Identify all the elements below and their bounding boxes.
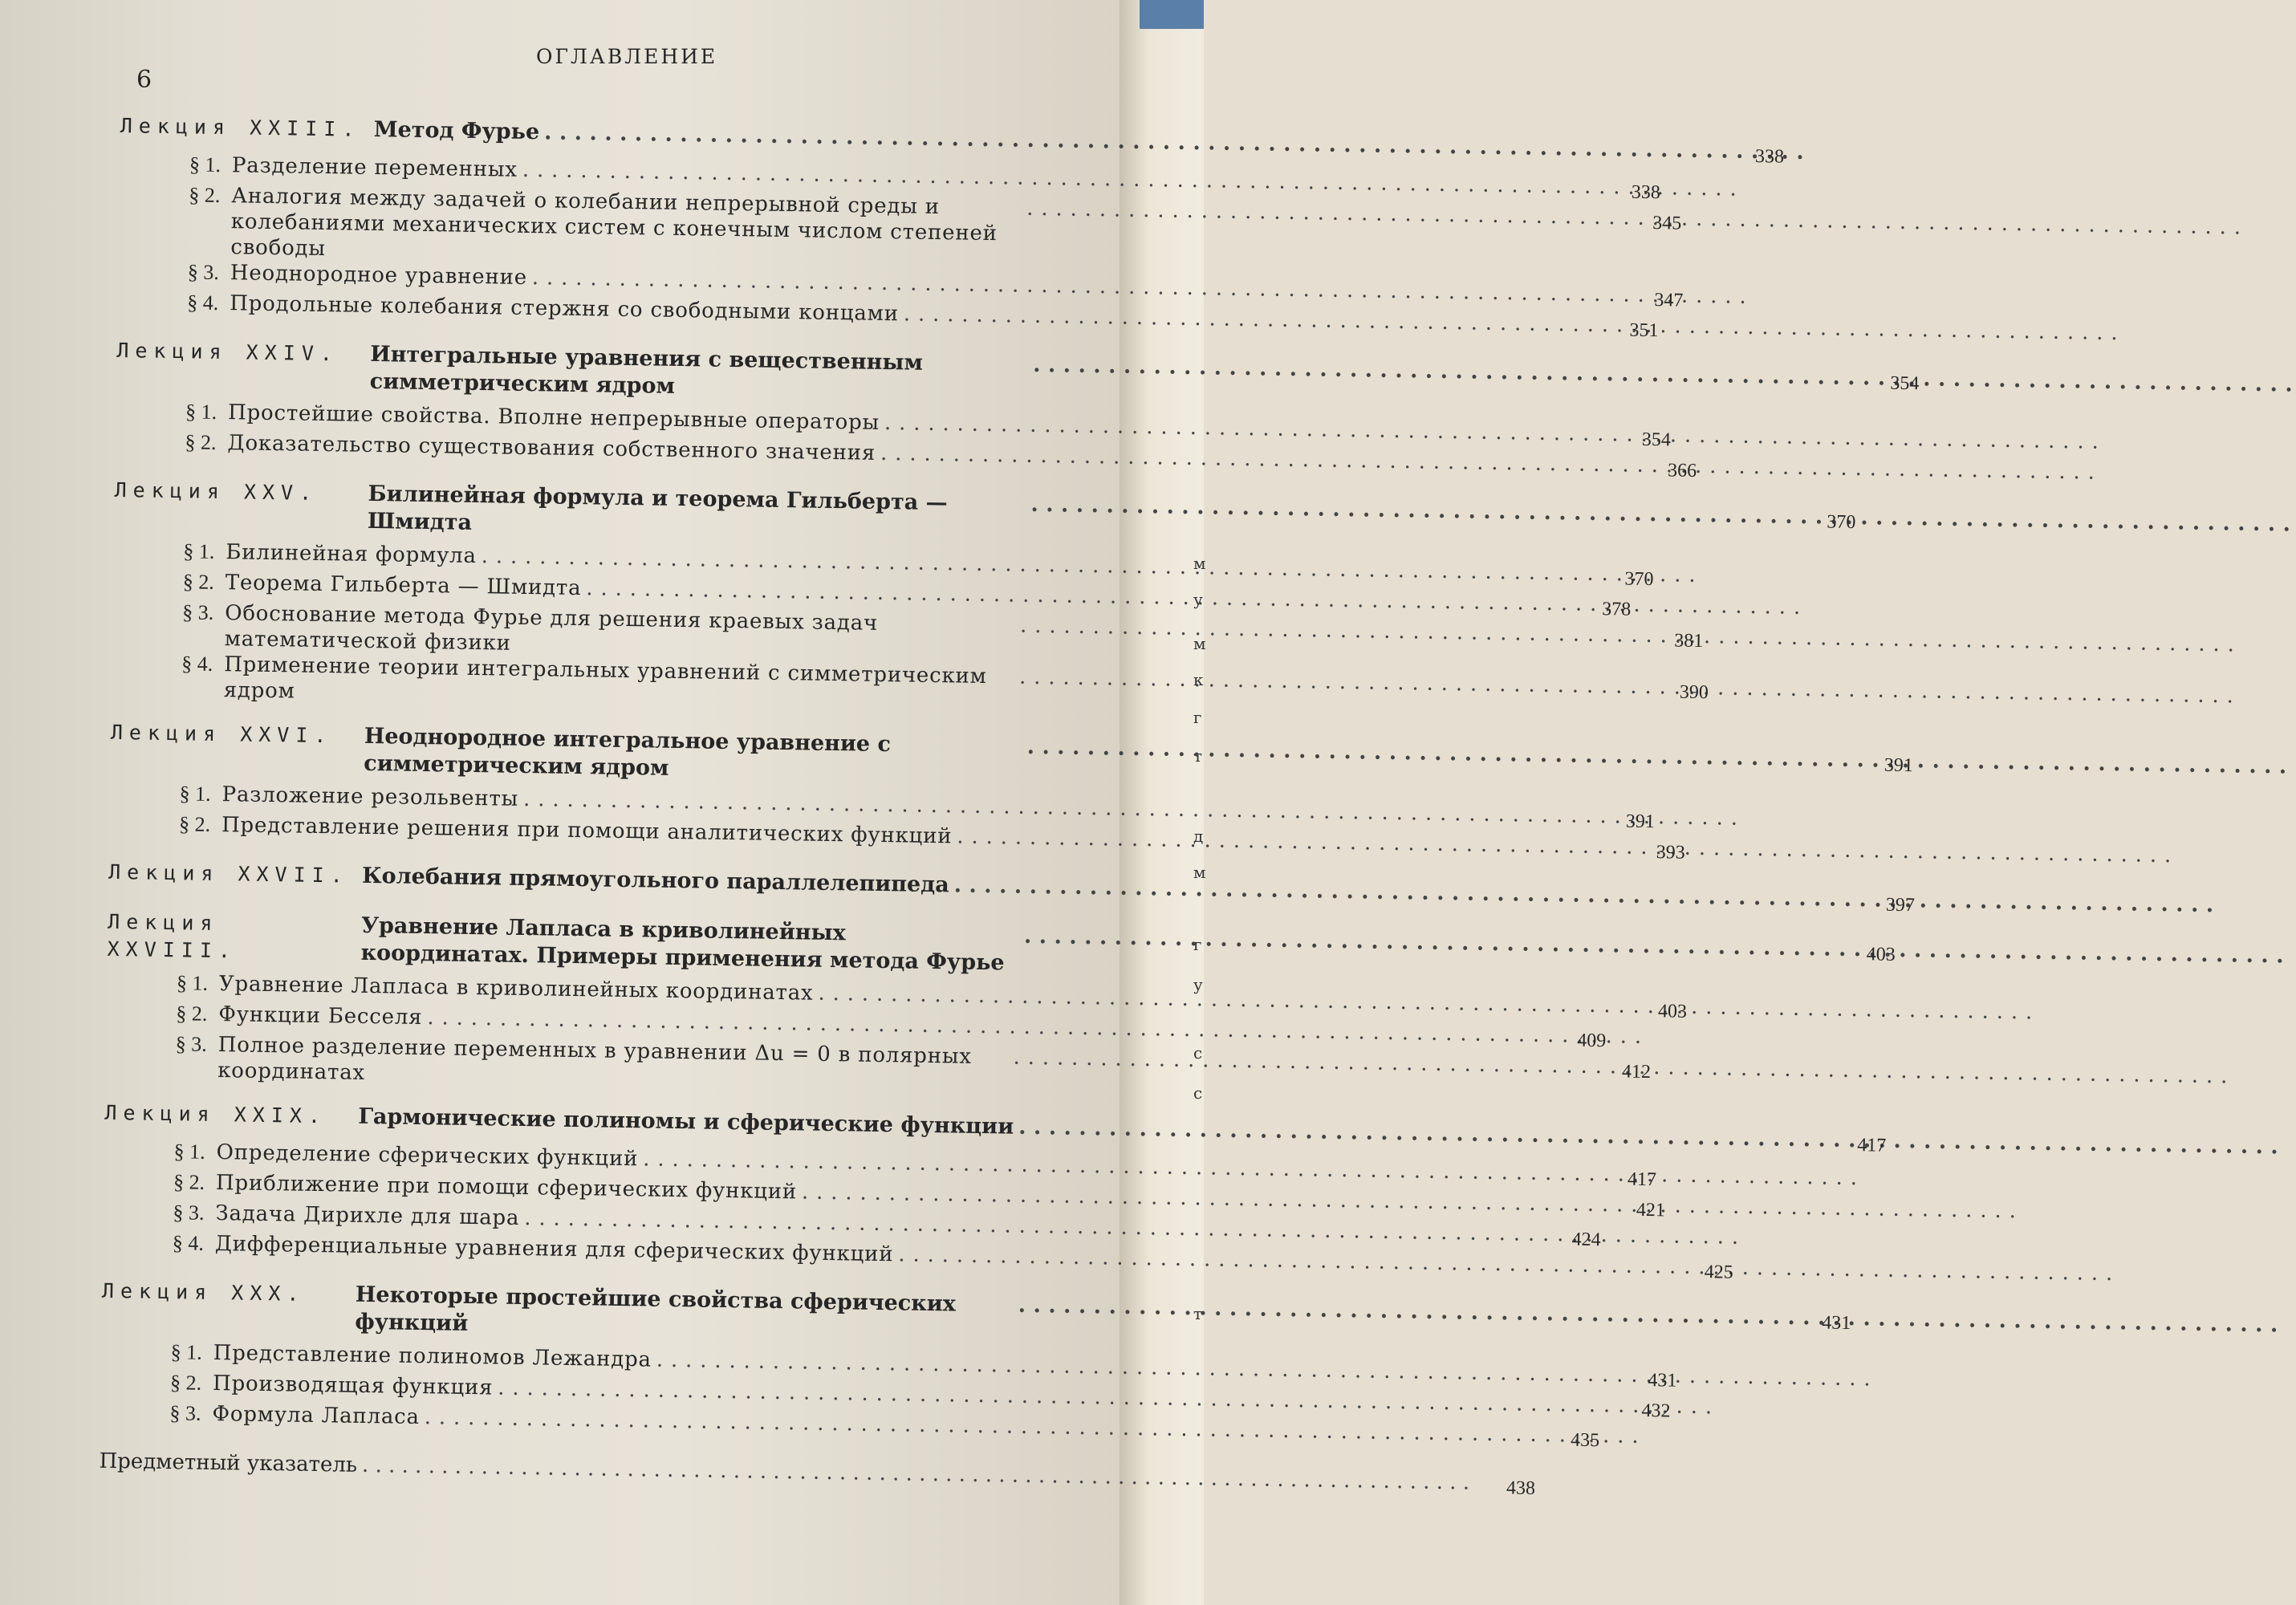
lecture-page-number: 417 (1857, 1135, 1887, 1156)
section-mark: § 2. (182, 570, 215, 594)
lecture-label: Лекция XXX. (101, 1278, 306, 1306)
section-mark: § 2. (176, 1002, 208, 1026)
section-mark: § 4. (187, 291, 219, 315)
section-list (105, 969, 1688, 1097)
section-list (117, 151, 1684, 342)
toc-lecture-row (101, 1278, 1851, 1347)
lecture-label: Лекция XXVI. (110, 720, 333, 748)
section-page-number: 424 (1571, 1229, 1601, 1251)
section-page-number: 354 (1641, 429, 1672, 451)
section-page-number: 381 (1673, 630, 1704, 652)
edge-letter: с (1193, 1043, 1203, 1063)
toc-lecture (103, 1099, 1887, 1283)
lecture-label: Лекция XXIV. (116, 338, 339, 366)
section-title-text: Задача Дирихле для шара (215, 1201, 520, 1230)
index-page-number: 438 (1506, 1477, 1536, 1499)
lecture-title-text: Интегральные уравнения с вещественным симметрическим ядром (369, 341, 924, 399)
toc-lecture (115, 337, 1920, 482)
section-mark: § 3. (175, 1032, 207, 1056)
section-mark: § 1. (183, 539, 215, 563)
edge-letter: т (1193, 1304, 1203, 1323)
lecture-title-text: Билинейная формула и теорема Гильберта — Шмидта (367, 481, 948, 535)
section-mark: § 1. (185, 400, 217, 424)
edge-letter: г (1193, 935, 1202, 954)
section-title-text: Полное разделение переменных в уравнении Δu = 0 в полярных координатах (217, 1033, 973, 1085)
section-page-number: 347 (1654, 290, 1684, 311)
section-page-number: 432 (1641, 1400, 1671, 1422)
section-page-number: 391 (1625, 811, 1656, 833)
lecture-title-text: Уравнение Лапласа в криволинейных координатах. Примеры применения метода Фурье (360, 912, 1005, 976)
section-title-text: Неоднородное уравнение (230, 261, 528, 290)
section-title-text: Дифференциальные уравнения для сферических функций (214, 1232, 894, 1267)
toc-lecture (111, 477, 1856, 717)
edge-letter: м (1193, 634, 1206, 653)
toc-lecture (105, 908, 1896, 1097)
section-title-text: Теорема Гильберта — Шмидта (225, 571, 582, 601)
section-title-text: Уравнение Лапласа в криволинейных координатах (218, 972, 814, 1006)
section-title-text: Обоснование метода Фурье для решения краевых задач математической физики (224, 601, 879, 656)
lecture-label: Лекция XXIX. (104, 1100, 327, 1128)
section-title-text: Билинейная формула (226, 540, 477, 569)
section-page-number: 435 (1570, 1429, 1600, 1452)
page-number: 6 (136, 66, 152, 94)
section-mark: § 2. (173, 1170, 205, 1194)
toc-lecture-row (107, 908, 1896, 978)
toc-lecture-row (110, 719, 1914, 789)
section-list (115, 398, 1697, 482)
section-list (100, 1339, 1677, 1452)
toc-lecture-row (108, 859, 1916, 916)
edge-letter: т (1193, 746, 1203, 766)
section-page-number: 403 (1657, 1001, 1688, 1022)
lecture-page-number: 431 (1822, 1312, 1851, 1335)
section-page-number: 393 (1656, 842, 1685, 863)
section-page-number: 345 (1652, 213, 1682, 234)
lecture-page-number: 354 (1890, 372, 1920, 395)
section-list (103, 1138, 1733, 1283)
lecture-page-number: 370 (1827, 511, 1856, 534)
section-page-number: 431 (1648, 1370, 1677, 1392)
section-title-text: Разложение резольвенты (221, 782, 519, 811)
lecture-label: Лекция XXV. (114, 477, 319, 505)
toc-lecture-row (114, 477, 1856, 547)
blue-cover-strip (1140, 0, 1204, 29)
section-title-text: Определение сферических функций (216, 1140, 639, 1172)
section-mark: § 4. (181, 652, 213, 676)
section-title-text: Производящая функция (212, 1371, 494, 1400)
section-page-number: 378 (1602, 599, 1632, 620)
toc-lecture (108, 859, 1916, 916)
section-page-number: 366 (1667, 460, 1697, 482)
toc-lecture-row (116, 337, 1920, 407)
section-title-text: Приближение при помощи сферических функций (215, 1171, 798, 1205)
section-mark: § 2. (169, 1371, 202, 1395)
section-title-text: Представление полиномов Лежандра (213, 1341, 652, 1372)
section-page-number: 412 (1621, 1061, 1652, 1083)
section-title-text: Функции Бесселя (218, 1002, 423, 1030)
section-list (109, 780, 1685, 863)
section-page-number: 421 (1636, 1199, 1666, 1221)
section-mark: § 1. (170, 1340, 202, 1364)
toc-lecture (117, 112, 1785, 342)
lecture-label: Лекция XXIII. (120, 113, 361, 141)
lecture-title-text: Метод Фурье (373, 116, 540, 145)
lecture-page-number: 338 (1754, 146, 1785, 168)
section-page-number: 425 (1704, 1262, 1733, 1283)
lecture-title-text: Неоднородное интегральное уравнение с симметрическим ядром (364, 723, 892, 781)
section-title-text: Применение теории интегральных уравнений с симметрическим ядром (223, 652, 987, 704)
section-mark: § 2. (178, 812, 211, 836)
section-title-text: Продольные колебания стержня со свободными концами (230, 291, 900, 327)
edge-letter: д (1193, 827, 1204, 846)
edge-letter: м (1193, 863, 1206, 882)
section-mark: § 3. (181, 600, 214, 624)
lecture-label: Лекция XXVIII. (107, 909, 238, 963)
lecture-label: Лекция XXVII. (108, 859, 349, 888)
section-page-number: 417 (1627, 1168, 1657, 1191)
lecture-page-number: 403 (1866, 944, 1896, 965)
section-mark: § 1. (176, 971, 209, 995)
section-mark: § 3. (169, 1401, 201, 1425)
section-title-text: Доказательство существования собственного значения (227, 431, 876, 465)
section-title-text: Разделение переменных (231, 153, 518, 182)
index-title: Предметный указатель (99, 1449, 358, 1477)
section-title-text: Аналогия между задачей о колебании непрерывной среды и колебаниями механических систем с конечным числом степеней свободы (230, 184, 998, 262)
edge-letter: у (1193, 590, 1203, 609)
lecture-title-text: Некоторые простейшие свойства сферических функций (355, 1282, 957, 1336)
toc-lecture (100, 1278, 1851, 1452)
section-mark: § 2. (185, 430, 217, 454)
edge-letter: к (1193, 670, 1204, 689)
edge-letter: с (1193, 1083, 1203, 1103)
section-title-text: Представление решения при помощи аналитических функций (221, 813, 953, 849)
section-mark: § 1. (179, 782, 211, 806)
section-title-text: Простейшие свойства. Вполне непрерывные операторы (227, 400, 880, 435)
table-of-contents (99, 112, 1920, 1499)
lecture-page-number: 397 (1885, 894, 1916, 916)
section-page-number: 409 (1577, 1030, 1607, 1052)
lecture-page-number: 391 (1884, 754, 1914, 777)
section-page-number: 390 (1679, 681, 1709, 704)
section-page-number: 338 (1631, 181, 1661, 204)
lecture-title-text: Гармонические полиномы и сферические функции (358, 1103, 1014, 1140)
edge-letter: г (1193, 708, 1202, 727)
section-mark: § 3. (187, 260, 220, 284)
running-head: ОГЛАВЛЕНИЕ (536, 45, 718, 68)
section-mark: § 4. (172, 1231, 205, 1255)
section-title-text: Формула Лапласа (212, 1402, 421, 1430)
dot-leader (899, 301, 2119, 346)
section-page-number: 351 (1629, 319, 1659, 342)
toc-lecture (109, 719, 1914, 863)
section-mark: § 3. (173, 1201, 205, 1225)
section-mark: § 1. (189, 152, 221, 177)
dot-leader (893, 1241, 2113, 1286)
edge-letter: м (1193, 554, 1206, 573)
section-mark: § 2. (189, 183, 221, 207)
section-list (111, 538, 1709, 717)
edge-letter: у (1193, 975, 1203, 994)
section-mark: § 1. (173, 1140, 205, 1164)
section-page-number: 370 (1624, 568, 1654, 591)
lecture-title-text: Колебания прямоугольного параллелепипеда (361, 863, 949, 898)
